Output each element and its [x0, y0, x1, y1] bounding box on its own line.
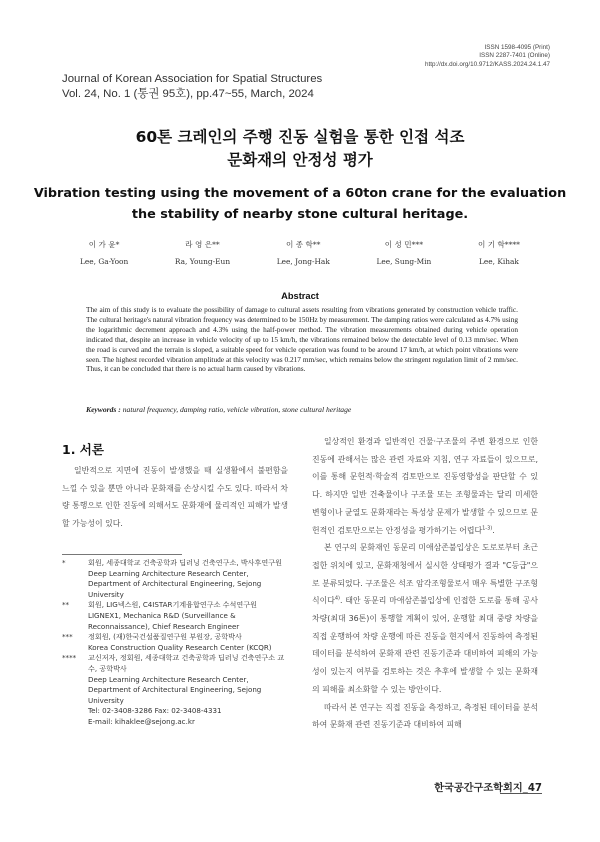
author-4 — [376, 236, 431, 270]
footer-journal: 한국공간구조학회지 — [434, 783, 523, 794]
footer-separator: _ — [522, 783, 528, 794]
footnote-mark: **** — [62, 653, 77, 663]
abstract-heading: Abstract — [281, 291, 319, 301]
left-column-body — [62, 462, 288, 533]
keywords — [86, 405, 526, 414]
author-english-name: Lee, Sung-Min — [376, 257, 432, 266]
intro-paragraph: 일반적으로 지면에 진동이 발생했을 때 실생활에서 불편함을 느낄 수 있을 뿐만 아니라 문화재를 손상시킬 수도 있다. 따라서 차량 통행으로 인한 진동에 의해서도 문화재에 물리적인 피해가 발생할 가능성이 있다. — [62, 466, 288, 529]
keywords-label: Keywords : — [86, 405, 121, 414]
english-title-line2: the stability of nearby stone cultural heritage. — [131, 207, 469, 222]
author-korean-name: 이 가 윤* — [88, 240, 120, 249]
author-5 — [478, 236, 520, 270]
korean-title-line2: 문화재의 안정성 평가 — [227, 151, 373, 169]
author-list — [80, 236, 520, 270]
section-heading-introduction: 1. 서론 — [62, 442, 104, 457]
footnote-mark: * — [62, 558, 66, 567]
right-column-body — [312, 433, 538, 734]
doi-link[interactable]: http://dx.doi.org/10.9712/KASS.2024.24.1.47 — [425, 60, 550, 68]
page-footer — [434, 779, 542, 794]
korean-title-line1: 60톤 크레인의 주행 진동 실험을 통한 인접 석조 — [135, 128, 465, 146]
abstract-text: The aim of this study is to evaluate the possibility of damage to cultural assets resulting from vibrations generated by construction vehicle traffic. The cultural heritage's natural vibration frequency was determined to be 150Hz by measurement. The damping ratios were calculated as 4.7% using the logarithmic decrement approach and 4.3% using the half-power method. The vibration measurements obtained during vehicle operation indicated that, despite an increase in vehicle velocity of up to 15 km/h, the vibrations remained below the detectable level of 0.13 mm/sec. When the road is curved and the terrain is sloped, a suitable speed for vehicle operation was found to be around 17 km/h, at which point vibrations were seen. The highest recorded vibration amplitude at this velocity was 0.217 mm/sec, which remains below the stringent regulation limit of 2 mm/sec. Thus, it can be concluded that there is no actual harm caused by vibrations. — [86, 305, 518, 374]
footnote-line: LIGNEX1, Mechanica R&D (Surveillance & Reconnaissance), Chief Research Engineer — [88, 610, 240, 631]
footnote-line: 회원, 세종대학교 건축공학과 딥러닝 건축연구소, 박사후연구원 — [88, 558, 282, 567]
author-korean-name: 이 종 학** — [286, 240, 321, 249]
body-paragraph-3: 따라서 본 연구는 직접 진동을 측정하고, 측정된 데이터를 분석하여 문화재 관련 진동기준과 대비하여 피해 — [312, 702, 538, 730]
body-text: . — [492, 525, 495, 535]
issn-print: ISSN 1598-4095 (Print) — [484, 44, 550, 51]
journal-volume: Vol. 24, No. 1 (통권 95호), pp.47~55, March, 2024 — [62, 88, 314, 100]
footnote-line: Deep Learning Architecture Research Center, Department of Architectural Engineering, Sejong University — [88, 674, 262, 705]
author-english-name: Lee, Kihak — [479, 257, 519, 266]
footnote-4 — [62, 653, 292, 727]
author-english-name: Lee, Ga-Yoon — [80, 257, 129, 266]
footnote-1 — [62, 558, 292, 600]
footnote-mark: *** — [62, 632, 73, 642]
author-2 — [175, 236, 230, 270]
body-text: . 태안 동문리 마애삼존불입상에 인접한 도로를 통해 공사차량(최대 36톤)이 통행할 계획이 있어, 운행할 최대 중량 차량을 직접 운행하여 차량 운행에 따른 진동을 현지에서 진동하여 측정된 데이터를 분석하여 문화재 관련 진동기준과 대비하여 피해의 가능성이 있는지 여부를 검토하는 것은 추후에 발생할 수 있는 문화재의 피해를 최소화할 수 있는 방안이다. — [312, 596, 538, 694]
issn-online: ISSN 2287-7401 (Online) — [479, 52, 550, 60]
body-text: 일상적인 환경과 일반적인 건물·구조물의 주변 환경으로 인한 진동에 관해서는 많은 관련 자료와 지침, 연구 자료들이 있으므로, 이를 통해 문헌적·학술적 검토만으로 진동영향성을 판단할 수 있다. 하지만 일반 건축물이나 구조물 또는 조형물과는 달리 미세한 변형이나 균열도 문화재라는 특성상 문제가 발생할 수 있으므로 문헌적인 검토만으로는 안정성을 평가하기는 어렵다 — [312, 437, 538, 535]
author-1 — [80, 236, 128, 270]
english-title — [0, 183, 600, 225]
footnote-divider — [62, 554, 182, 555]
issn-block — [425, 44, 550, 69]
author-korean-name: 이 기 학**** — [477, 240, 520, 249]
footnote-line: 정회원, (재)한국건설품질연구원 부원장, 공학박사 — [88, 632, 242, 642]
footnote-3 — [62, 632, 292, 653]
korean-title — [0, 126, 600, 172]
citation-ref: 4) — [334, 595, 341, 602]
author-3 — [277, 236, 330, 270]
keywords-text: natural frequency, damping ratio, vehicle vibration, stone cultural heritage — [122, 405, 352, 414]
footnote-email[interactable]: E-mail: kihaklee@sejong.ac.kr — [88, 716, 195, 726]
footnote-2 — [62, 600, 292, 632]
footnotes — [62, 558, 292, 728]
footnote-line: 회원, LIG넥스원, C4ISTAR기계융합연구소 수석연구원 — [88, 600, 257, 610]
body-text: 본 연구의 문화재인 동문리 미애삼존불입상은 도로로부터 초근접한 위치에 있고, 문화재청에서 실시한 상태평가 결과 "C등급"으로 분류되었다. 구조물은 석조 암각조형물로서 매우 특별한 구조형식이다 — [312, 543, 538, 606]
author-korean-name: 이 성 민*** — [384, 240, 423, 249]
journal-name: Journal of Korean Association for Spatial Structures — [62, 73, 323, 85]
footnote-line: Tel: 02-3408-3286 Fax: 02-3408-4331 — [88, 706, 222, 716]
author-english-name: Ra, Young-Eun — [174, 257, 231, 266]
author-korean-name: 라 영 은** — [185, 240, 220, 249]
footnote-line: Deep Learning Architecture Research Center, Department of Architectural Engineering, Sejong University — [88, 568, 262, 599]
body-paragraph-2 — [312, 539, 538, 698]
english-title-line1: Vibration testing using the movement of a 60ton crane for the evaluation — [33, 186, 567, 201]
author-english-name: Lee, Jong-Hak — [276, 257, 330, 266]
page-number: 47 — [527, 783, 542, 794]
footnote-mark: ** — [62, 600, 70, 610]
footnote-line: Korea Construction Quality Research Center (KCQR) — [88, 642, 272, 652]
footer-underline — [500, 793, 542, 794]
citation-ref: 1-3) — [482, 524, 493, 531]
journal-header — [62, 72, 322, 102]
body-paragraph-1 — [312, 433, 538, 539]
footnote-line: 교신저자, 정회원, 세종대학교 건축공학과 딥러닝 건축연구소 교수, 공학박사 — [88, 653, 285, 673]
